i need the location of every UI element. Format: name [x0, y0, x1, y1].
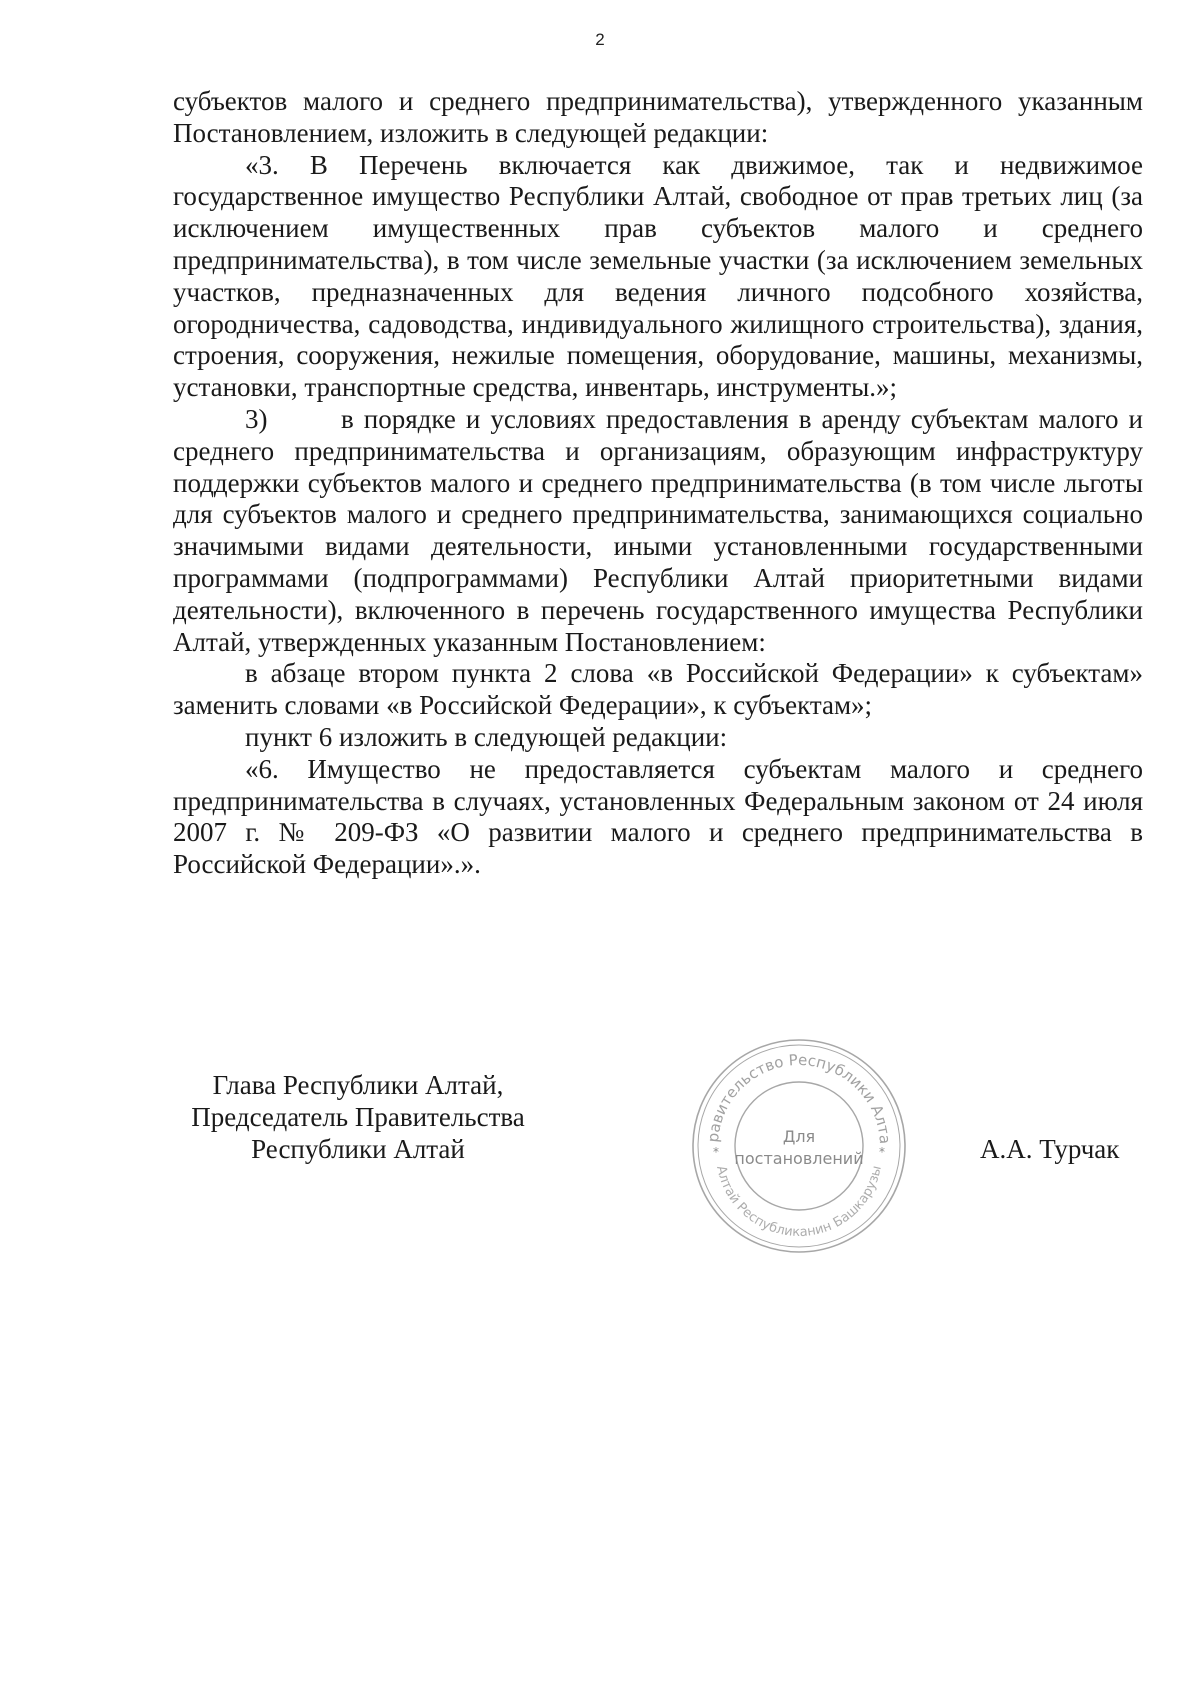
item-marker: 3) [245, 403, 268, 434]
signatory-title [173, 1069, 543, 1165]
seal-center-line-2: постановлений [734, 1149, 864, 1168]
seal-outer-top-text: равительство Республики Алта [703, 1050, 895, 1145]
paragraph-item-3 [173, 404, 1143, 658]
official-seal [688, 1035, 910, 1257]
seal-star-left-icon: * [713, 1145, 719, 1159]
paragraph-continuation: субъектов малого и среднего предпринимательства), утвержденного указанным Постановлением, изложить в следующей редакции: [173, 86, 1143, 148]
paragraph-amend-point-2: в абзаце втором пункта 2 слова «в Российской Федерации» к субъектам» заменить словами «в Российской Федерации», к субъектам»; [173, 658, 1143, 721]
signatory-title-line-1: Глава Республики Алтай, [212, 1070, 504, 1100]
document-body [173, 86, 1143, 881]
item-3-text: в порядке и условиях предоставления в аренду субъектам малого и среднего предпринимательства и организациям, образующим инфраструктуру поддержки субъектов малого и среднего предпринимательства (в том числе льготы для субъектов малого и среднего предпринимательства, занимающихся социально значимыми видами деятельности, иными установленными государственными программами (подпрограммами) Республики Алтай приоритетными видами деятельности), включенного в перечень государственного имущества Республики Алтай, утвержденных указанным Постановлением: [173, 403, 1143, 657]
signatory-name: А.А. Турчак [980, 1134, 1120, 1164]
signatory-title-line-3: Республики Алтай [251, 1134, 465, 1164]
seal-outer-bottom-text: Алтай Республиканин Башкарузы [713, 1164, 885, 1241]
signatory-title-line-2: Председатель Правительства [191, 1102, 525, 1132]
seal-star-right-icon: * [879, 1145, 885, 1159]
page-number: 2 [595, 30, 605, 49]
paragraph-point-3: «3. В Перечень включается как движимое, так и недвижимое государственное имущество Республики Алтай, свободное от прав третьих лиц (за исключением имущественных прав субъектов малого и среднего предпринимательства), в том числе земельные участки (за исключением земельных участков, предназначенных для ведения личного подсобного хозяйства, огородничества, садоводства, индивидуального жилищного строительства), здания, строения, сооружения, нежилые помещения, оборудование, машины, механизмы, установки, транспортные средства, инвентарь, инструменты.»; [173, 149, 1143, 403]
seal-icon [688, 1035, 910, 1257]
paragraph-point-6: «6. Имущество не предоставляется субъектам малого и среднего предпринимательства в случаях, установленных Федеральным законом от 24 июля 2007 г. № 209-ФЗ «О развитии малого и среднего предпринимательства в Российской Федерации».». [173, 753, 1143, 880]
paragraph-point-6-intro: пункт 6 изложить в следующей редакции: [245, 721, 728, 752]
seal-center-line-1: Для [782, 1127, 816, 1146]
